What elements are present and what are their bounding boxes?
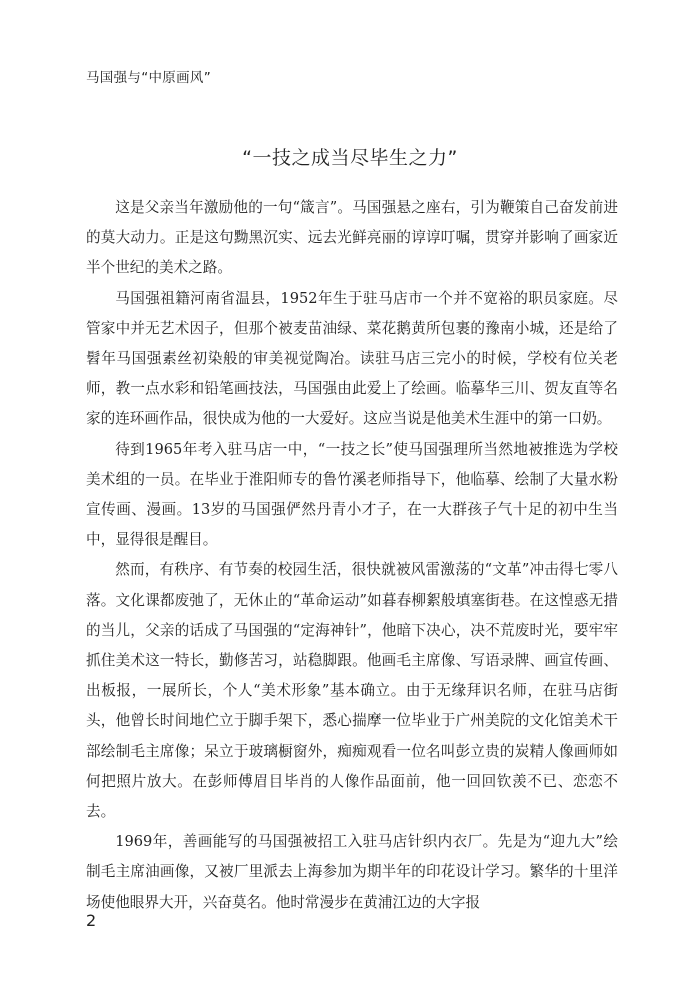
section-title: “一技之成当尽毕生之力” [242,147,458,169]
body-text [86,193,618,918]
paragraph-2: 马国强祖籍河南省温县，1952年生于驻马店市一个并不宽裕的职员家庭。尽管家中并无艺术因子，但那个被麦苗油绿、菜花鹅黄所包裹的豫南小城，还是给了髫年马国强素丝初染般的审美视觉陶冶。读驻马店三完小的时候，学校有位关老师，教一点水彩和铅笔画技法，马国强由此爱上了绘画。临摹华三川、贺友直等名家的连环画作品，很快成为他的一大爱好。这应当说是他美术生涯中的第一口奶。 [86,289,618,428]
paragraph-1: 这是父亲当年激励他的一句“箴言”。马国强悬之座右，引为鞭策自己奋发前进的莫大动力。正是这句黝黑沉实、远去光鲜亮丽的谆谆叮嘱，贯穿并影响了画家近半个世纪的美术之路。 [86,199,618,277]
running-header: 马国强与“中原画风” [86,70,211,86]
page-number: 2 [86,911,97,930]
paragraph-4: 然而，有秩序、有节奏的校园生活，很快就被风雷激荡的“文革”冲击得七零八落。文化课都废弛了，无休止的“革命运动”如暮春柳絮般填塞街巷。在这惶惑无措的当儿，父亲的话成了马国强的“定海神针”，他暗下决心，决不荒废时光，要牢牢抓住美术这一特长，勤修苦习，站稳脚跟。他画毛主席像、写语录牌、画宣传画、出板报，一展所长，个人“美术形象”基本确立。由于无缘拜识名师，在驻马店街头，他曾长时间地伫立于脚手架下，悉心揣摩一位毕业于广州美院的文化馆美术干部绘制毛主席像；呆立于玻璃橱窗外，痴痴观看一位名叫彭立贵的炭精人像画师如何把照片放大。在彭师傅眉目毕肖的人像作品面前，他一回回钦羡不已、恋恋不去。 [86,561,618,821]
paragraph-3: 待到1965年考入驻马店一中，“一技之长”使马国强理所当然地被推选为学校美术组的一员。在毕业于淮阳师专的鲁竹溪老师指导下，他临摹、绘制了大量水粉宣传画、漫画。13岁的马国强俨然丹青小才子，在一大群孩子气十足的初中生当中，显得很是醒目。 [86,440,618,549]
paragraph-5: 1969年，善画能写的马国强被招工入驻马店针织内衣厂。先是为“迎九大”绘制毛主席油画像，又被厂里派去上海参加为期半年的印花设计学习。繁华的十里洋场使他眼界大开，兴奋莫名。他时常漫步在黄浦江边的大字报 [86,833,618,911]
